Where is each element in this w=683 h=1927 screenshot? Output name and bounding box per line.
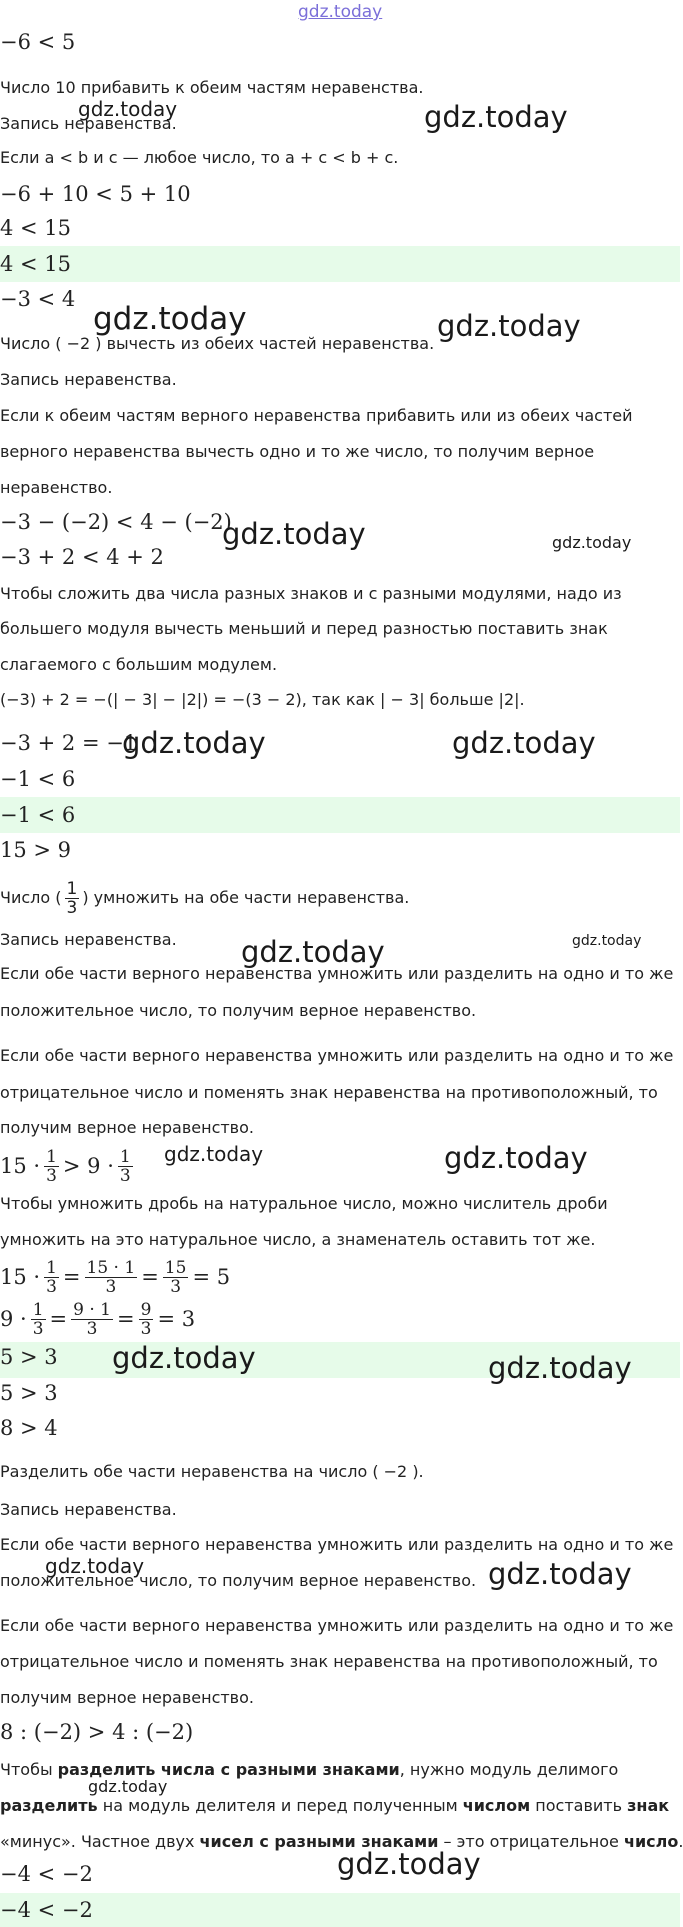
text-part: ) умножить на обе части неравенства.: [82, 888, 410, 907]
math-line: −4 < −2: [0, 1862, 93, 1886]
watermark: gdz.today: [164, 1142, 264, 1166]
fraction-denominator: 3: [140, 1318, 152, 1339]
text-line: Запись неравенства.: [0, 1500, 177, 1519]
watermark: gdz.today: [424, 100, 568, 134]
math-line: 8 : (−2) > 4 : (−2): [0, 1720, 194, 1744]
bold-text: разделить: [0, 1796, 98, 1815]
math-line: −3 − (−2) < 4 − (−2): [0, 510, 232, 534]
fraction-denominator: 3: [46, 1165, 57, 1186]
text-line: [0, 875, 680, 921]
watermark: gdz.today: [78, 97, 178, 121]
math-line: −3 + 2 = −1: [0, 731, 138, 755]
text-part: , нужно модуль делимого: [399, 1760, 619, 1779]
text-line: положительное число, то получим верное неравенство.: [0, 1571, 477, 1590]
text-line: Если обе части верного неравенства умножить или разделить на одно и то же: [0, 1616, 674, 1635]
fraction-numerator: 1: [119, 1146, 131, 1167]
math-line: [0, 1297, 680, 1341]
text-line: Если обе части верного неравенства умножить или разделить на одно и то же: [0, 1535, 674, 1554]
fraction-denominator: 3: [86, 1318, 98, 1339]
fraction: [65, 880, 80, 917]
bold-text: знак: [627, 1796, 670, 1815]
fraction: [163, 1259, 189, 1296]
math-part: = 3: [157, 1307, 196, 1331]
fraction-numerator: 15 · 1: [86, 1257, 136, 1278]
watermark: gdz.today: [241, 935, 385, 969]
text-line: Чтобы умножить дробь на натуральное число, можно числитель дроби: [0, 1194, 608, 1213]
math-part: 9 ·: [0, 1307, 27, 1331]
fraction: [44, 1259, 59, 1296]
text-line: Запись неравенства.: [0, 930, 177, 949]
watermark: gdz.today: [88, 1777, 168, 1796]
fraction-denominator: 3: [119, 1165, 131, 1186]
text-line: Если a < b и c — любое число, то a + c < b + c.: [0, 148, 399, 167]
watermark: gdz.today: [488, 1351, 632, 1385]
math-part: > 9 ·: [62, 1154, 114, 1178]
text-line: отрицательное число и поменять знак неравенства на противоположный, то: [0, 1083, 658, 1102]
math-part: =: [62, 1265, 81, 1289]
fraction-numerator: 1: [32, 1299, 44, 1320]
text-part: .: [678, 1832, 683, 1851]
text-line: Число ( −2 ) вычесть из обеих частей неравенства.: [0, 334, 435, 353]
fraction: [85, 1259, 138, 1296]
math-part: =: [141, 1265, 159, 1289]
math-line: −6 < 5: [0, 30, 76, 54]
math-line: 8 > 4: [0, 1416, 58, 1440]
watermark: gdz.today: [93, 301, 247, 337]
answer-line: −1 < 6: [0, 803, 76, 827]
fraction: [44, 1148, 59, 1185]
watermark: gdz.today: [112, 1341, 256, 1375]
fraction: [71, 1301, 113, 1338]
answer-line: 5 > 3: [0, 1381, 58, 1405]
text-part: Чтобы: [0, 1760, 58, 1779]
math-part: =: [117, 1307, 135, 1331]
math-line: 5 > 3: [0, 1345, 58, 1369]
math-line: −3 + 2 < 4 + 2: [0, 545, 164, 569]
text-line: большего модуля вычесть меньший и перед разностью поставить знак: [0, 619, 608, 638]
watermark: gdz.today: [572, 933, 642, 949]
text-line: (−3) + 2 = −(| − 3| − |2|) = −(3 − 2), так как | − 3| больше |2|.: [0, 690, 525, 709]
watermark: gdz.today: [122, 726, 266, 760]
watermark: gdz.today: [437, 309, 581, 343]
watermark: gdz.today: [452, 726, 596, 760]
fraction-numerator: 1: [46, 1146, 57, 1167]
text-part: на модуль делителя и перед полученным: [97, 1796, 463, 1815]
math-part: 15 ·: [0, 1265, 41, 1289]
text-line: умножить на это натуральное число, а знаменатель оставить тот же.: [0, 1230, 596, 1249]
text-line: Запись неравенства.: [0, 114, 177, 133]
watermark: gdz.today: [222, 517, 366, 551]
text-line: верного неравенства вычесть одно и то же число, то получим верное: [0, 442, 595, 461]
fraction-denominator: 3: [170, 1276, 182, 1297]
fraction-denominator: 3: [105, 1276, 117, 1297]
text-line: Чтобы сложить два числа разных знаков и с разными модулями, надо из: [0, 584, 622, 603]
text-line: [0, 1796, 680, 1816]
math-line: 15 > 9: [0, 838, 72, 862]
answer-line: −4 < −2: [0, 1898, 93, 1922]
math-line: −3 < 4: [0, 287, 76, 311]
bold-text: числом: [462, 1796, 531, 1815]
text-line: получим верное неравенство.: [0, 1688, 254, 1707]
fraction-numerator: 1: [66, 878, 78, 899]
answer-line: 4 < 15: [0, 252, 72, 276]
math-line: 4 < 15: [0, 216, 72, 240]
math-line: −1 < 6: [0, 767, 76, 791]
bold-text: чисел с разными знаками: [199, 1832, 439, 1851]
text-part: «минус». Частное двух: [0, 1832, 200, 1851]
watermark: gdz.today: [444, 1141, 588, 1175]
text-line: положительное число, то получим верное неравенство.: [0, 1001, 477, 1020]
fraction-denominator: 3: [46, 1276, 57, 1297]
fraction: [118, 1148, 133, 1185]
math-part: =: [49, 1307, 68, 1331]
fraction: [139, 1301, 154, 1338]
fraction-numerator: 15: [164, 1257, 187, 1278]
bold-text: разделить числа с разными знаками: [57, 1760, 400, 1779]
text-line: Число 10 прибавить к обеим частям неравенства.: [0, 78, 424, 97]
fraction-numerator: 9: [140, 1299, 152, 1320]
watermark: gdz.today: [337, 1847, 481, 1881]
text-line: слагаемого с большим модулем.: [0, 655, 278, 674]
text-line: Если обе части верного неравенства умножить или разделить на одно и то же: [0, 964, 674, 983]
text-line: получим верное неравенство.: [0, 1118, 254, 1137]
fraction-numerator: 1: [46, 1257, 57, 1278]
text-line: Если обе части верного неравенства умножить или разделить на одно и то же: [0, 1046, 674, 1065]
bold-text: число: [623, 1832, 679, 1851]
fraction-numerator: 9 · 1: [73, 1299, 111, 1320]
math-part: 15 ·: [0, 1154, 41, 1178]
text-part: поставить: [530, 1796, 628, 1815]
math-line: [0, 1255, 680, 1299]
math-line: −6 + 10 < 5 + 10: [0, 182, 191, 206]
text-line: неравенство.: [0, 478, 113, 497]
watermark-link[interactable]: gdz.today: [298, 2, 383, 22]
math-part: = 5: [192, 1265, 231, 1289]
text-line: отрицательное число и поменять знак неравенства на противоположный, то: [0, 1652, 658, 1671]
text-line: Запись неравенства.: [0, 370, 177, 389]
watermark: gdz.today: [488, 1557, 632, 1591]
fraction: [31, 1301, 46, 1338]
fraction-denominator: 3: [66, 897, 78, 918]
text-line: Разделить обе части неравенства на число ( −2 ).: [0, 1462, 424, 1481]
text-part: – это отрицательное: [438, 1832, 624, 1851]
fraction-denominator: 3: [32, 1318, 44, 1339]
text-line: Если к обеим частям верного неравенства прибавить или из обеих частей: [0, 406, 633, 425]
text-part: Число (: [0, 888, 62, 907]
watermark: gdz.today: [45, 1554, 145, 1578]
watermark: gdz.today: [552, 533, 632, 552]
